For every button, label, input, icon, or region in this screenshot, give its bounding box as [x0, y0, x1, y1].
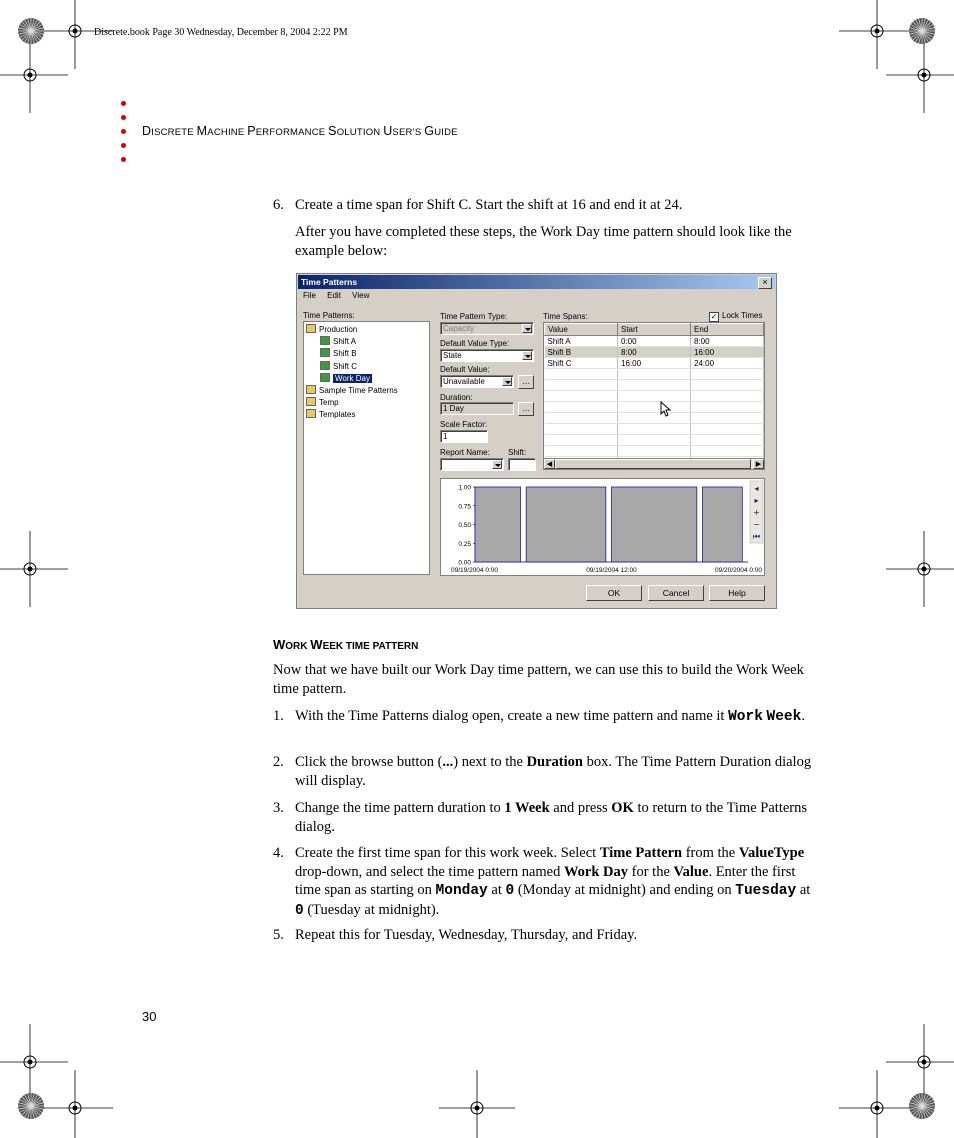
table-cell	[618, 402, 691, 413]
pattern-icon	[320, 361, 330, 370]
default-value-label: Default Value:	[440, 365, 490, 374]
after-text: After you have completed these steps, the Work Day time pattern should look like the example below:	[295, 224, 792, 259]
crosshair-mark	[886, 1024, 954, 1100]
close-button[interactable]: ×	[758, 277, 772, 289]
tree-item-label: Templates	[319, 410, 356, 420]
table-cell: 16:00	[618, 358, 691, 369]
chart-nav-button[interactable]: +	[753, 508, 760, 517]
duration-field: 1 Day	[440, 402, 514, 415]
table-row[interactable]	[545, 413, 764, 424]
table-cell: Shift C	[545, 358, 618, 369]
step-6: 6. Create a time span for Shift C. Start the shift at 16 and end it at 24.	[273, 197, 683, 213]
table-cell	[545, 402, 618, 413]
table-cell: 24:00	[691, 358, 764, 369]
crosshair-mark	[886, 531, 954, 607]
column-header-start[interactable]: Start	[618, 324, 691, 336]
table-cell: 16:00	[691, 347, 764, 358]
duration-browse-button[interactable]: ...	[518, 402, 534, 416]
page-number: 30	[142, 1009, 157, 1024]
pattern-type-select[interactable]: Capacity	[440, 322, 534, 335]
table-cell: Shift B	[545, 347, 618, 358]
time-pattern-chart	[440, 478, 765, 576]
scale-factor-label: Scale Factor:	[440, 420, 488, 429]
table-cell	[691, 402, 764, 413]
y-tick-label: 1.00	[458, 484, 471, 492]
bullet-dot	[121, 101, 126, 106]
scale-factor-input[interactable]: 1	[440, 430, 488, 443]
crosshair-mark	[0, 531, 68, 607]
table-cell	[691, 369, 764, 380]
bullet-dot	[121, 129, 126, 134]
table-cell	[545, 446, 618, 457]
tree-item[interactable]	[306, 409, 355, 419]
dialog-titlebar: Time Patterns ×	[298, 275, 775, 289]
table-row[interactable]	[545, 369, 764, 380]
pattern-icon	[320, 373, 330, 382]
cancel-button[interactable]: Cancel	[648, 585, 704, 601]
default-value-select[interactable]: Unavailable	[440, 375, 514, 388]
x-tick-label: 09/19/2004 0:00	[451, 567, 498, 574]
table-cell: 0:00	[618, 336, 691, 347]
step-3: 3. Change the time pattern duration to 1 Week and press OK to return to the Time Patterns dialog.	[273, 800, 808, 835]
table-cell	[545, 391, 618, 402]
chevron-down-icon	[502, 377, 512, 386]
star-target-mark	[909, 1093, 935, 1119]
scroll-left-icon[interactable]: ◀	[544, 459, 555, 469]
table-cell	[691, 446, 764, 457]
y-tick-label: 0.25	[458, 540, 471, 548]
chevron-down-icon	[522, 351, 532, 360]
table-cell	[618, 424, 691, 435]
pattern-tree[interactable]	[303, 321, 430, 575]
step-4: 4. Create the first time span for this work week. Select Time Pattern from the ValueType drop-down, and select the time pattern named Work Day for the Value. Enter the first time span as starting on Monday at 0 (Monday at midnight) and ending on Tuesday at 0 (Tuesday at midnight).	[273, 845, 811, 919]
chart-svg	[441, 479, 766, 577]
default-value-type-select[interactable]: State	[440, 349, 534, 362]
shift-input[interactable]	[508, 458, 536, 471]
chart-nav-button[interactable]: ⏮	[752, 532, 761, 541]
table-cell	[618, 380, 691, 391]
running-head: DISCRETE MACHINE PERFORMANCE SOLUTION USER’S GUIDE	[142, 124, 458, 138]
print-header: Discrete.book Page 30 Wednesday, December 8, 2004 2:22 PM	[94, 27, 348, 38]
chart-nav-button[interactable]: −	[753, 520, 760, 529]
table-row[interactable]	[545, 358, 764, 369]
table-row[interactable]	[545, 435, 764, 446]
table-row[interactable]	[545, 402, 764, 413]
lock-times-checkbox[interactable]: ✓ Lock Times	[710, 311, 763, 321]
intro-paragraph: Now that we have built our Work Day time pattern, we can use this to build the Work Week time pattern.	[273, 662, 804, 697]
table-cell	[691, 424, 764, 435]
crosshair-mark	[37, 1070, 113, 1138]
folder-icon	[306, 397, 316, 406]
column-header-value[interactable]: Value	[545, 324, 618, 336]
table-row[interactable]	[545, 446, 764, 457]
table-cell	[618, 446, 691, 457]
tree-item[interactable]	[306, 324, 357, 334]
table-row[interactable]	[545, 424, 764, 435]
crosshair-mark	[439, 1070, 515, 1138]
chart-nav-button[interactable]: ◂	[754, 484, 759, 493]
tree-item-label: Shift B	[333, 349, 357, 359]
step-5: 5. Repeat this for Tuesday, Wednesday, Thursday, and Friday.	[273, 927, 638, 943]
menu-bar	[303, 291, 378, 300]
tree-item[interactable]	[320, 336, 356, 346]
column-header-end[interactable]: End	[691, 324, 764, 336]
crosshair-mark	[839, 1070, 915, 1138]
time-spans-label: Time Spans:	[543, 312, 588, 321]
tree-item[interactable]	[320, 348, 357, 358]
table-row[interactable]	[545, 380, 764, 391]
table-cell	[691, 413, 764, 424]
chart-nav	[750, 481, 763, 543]
tree-item[interactable]	[306, 397, 339, 407]
table-cell: 8:00	[618, 347, 691, 358]
table-row[interactable]	[545, 336, 764, 347]
tree-item-label: Shift C	[333, 361, 358, 371]
crosshair-mark	[0, 37, 68, 113]
tree-item-label: Temp	[319, 398, 339, 408]
chart-bar	[612, 487, 697, 562]
crosshair-mark	[886, 37, 954, 113]
report-name-label: Report Name:	[440, 448, 490, 457]
table-cell	[618, 413, 691, 424]
x-tick-label: 09/20/2004 0:00	[715, 567, 762, 574]
table-cell: Shift A	[545, 336, 618, 347]
folder-icon	[306, 409, 316, 418]
y-tick-label: 0.50	[458, 522, 471, 529]
shift-label: Shift:	[508, 448, 527, 457]
crosshair-mark	[839, 0, 915, 69]
report-name-select[interactable]	[440, 458, 504, 471]
pattern-icon	[320, 336, 330, 345]
table-cell	[618, 435, 691, 446]
time-patterns-dialog	[296, 273, 777, 609]
help-button[interactable]: Help	[709, 585, 765, 601]
table-cell	[691, 391, 764, 402]
table-cell	[545, 435, 618, 446]
chart-nav-button[interactable]: ▸	[754, 496, 759, 505]
table-row[interactable]	[545, 391, 764, 402]
tree-item-label: Work Day	[335, 373, 370, 383]
ok-button[interactable]: OK	[586, 585, 642, 601]
section-heading: WORK WEEK TIME PATTERN	[273, 637, 419, 652]
scroll-right-icon[interactable]: ▶	[753, 459, 764, 469]
tree-item-label: Production	[319, 325, 358, 334]
bullet-dot	[121, 157, 126, 162]
table-cell	[545, 369, 618, 380]
table-cell	[691, 380, 764, 391]
table-cell	[545, 413, 618, 424]
menu-edit[interactable]: Edit	[327, 291, 341, 300]
star-target-mark	[18, 1093, 44, 1119]
tree-item-label: Sample Time Patterns	[319, 386, 398, 395]
default-value-browse-button[interactable]: ...	[518, 375, 534, 389]
table-cell: 8:00	[691, 336, 764, 347]
chevron-down-icon	[492, 460, 502, 469]
y-tick-label: 0.75	[458, 503, 471, 511]
step-1: 1. With the Time Patterns dialog open, create a new time pattern and name it Work Week.	[273, 708, 805, 725]
chart-bar	[475, 487, 521, 562]
star-target-mark	[909, 18, 935, 44]
x-tick-label: 09/19/2004 12:00	[586, 567, 637, 574]
step-2: 2. Click the browse button (...) next to the Duration box. The Time Pattern Duration dialog will display.	[273, 754, 812, 789]
default-value-type-label: Default Value Type:	[440, 339, 510, 348]
table-cell	[618, 369, 691, 380]
table-cell	[618, 391, 691, 402]
mouse-cursor-icon	[660, 401, 672, 417]
bullet-dot	[121, 115, 126, 120]
tree-label: Time Patterns:	[303, 311, 355, 320]
table-cell	[691, 435, 764, 446]
star-target-mark	[18, 18, 44, 44]
table-row[interactable]	[545, 347, 764, 358]
menu-file[interactable]: File	[303, 291, 316, 300]
chevron-down-icon	[522, 324, 532, 333]
tree-item[interactable]	[320, 373, 372, 383]
table-cell	[545, 424, 618, 435]
time-spans-table[interactable]	[543, 322, 765, 463]
menu-view[interactable]: View	[352, 291, 370, 300]
table-cell	[545, 380, 618, 391]
chart-bar	[703, 487, 743, 562]
horizontal-scrollbar[interactable]	[543, 458, 765, 470]
tree-item[interactable]	[320, 361, 357, 371]
duration-label: Duration:	[440, 393, 473, 402]
folder-icon	[306, 385, 316, 394]
pattern-icon	[320, 348, 330, 357]
scroll-thumb[interactable]	[555, 459, 751, 469]
tree-item[interactable]	[306, 385, 398, 395]
pattern-type-label: Time Pattern Type:	[440, 312, 508, 321]
chart-bar	[526, 487, 606, 562]
bullet-dot	[121, 143, 126, 148]
y-tick-label: 0.00	[458, 559, 471, 567]
folder-icon	[306, 324, 316, 333]
checkbox-icon: ✓	[710, 312, 718, 321]
crosshair-mark	[0, 1024, 68, 1100]
tree-item-label: Shift A	[333, 337, 357, 347]
